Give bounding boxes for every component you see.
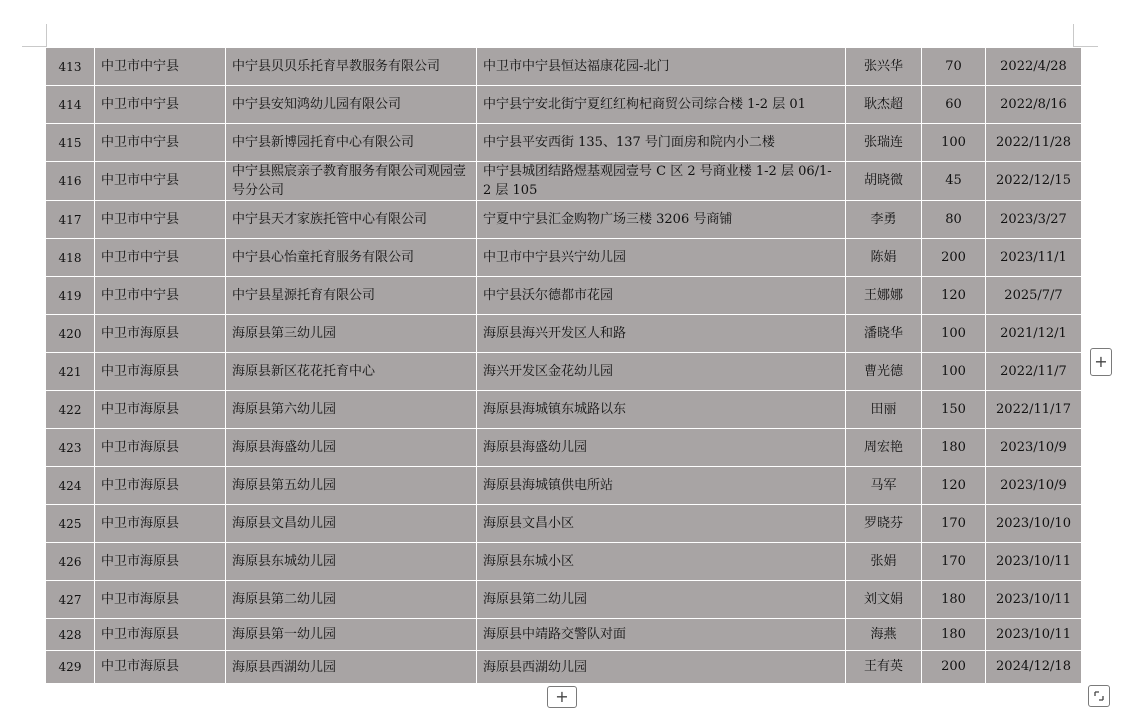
cell-address[interactable]: 海原县第二幼儿园 (477, 581, 846, 619)
table-row (46, 619, 1082, 651)
cell-person[interactable]: 刘文娟 (846, 581, 922, 619)
table-row (46, 581, 1082, 619)
cell-date[interactable]: 2022/11/7 (986, 353, 1082, 391)
cell-organization-name[interactable]: 海原县西湖幼儿园 (226, 651, 477, 684)
cell-person[interactable]: 王娜娜 (846, 277, 922, 315)
cell-date[interactable]: 2022/8/16 (986, 86, 1082, 124)
cell-county[interactable]: 中卫市中宁县 (95, 124, 226, 162)
cell-number[interactable]: 416 (46, 162, 95, 201)
cell-county[interactable]: 中卫市中宁县 (95, 162, 226, 201)
cell-county[interactable]: 中卫市海原县 (95, 619, 226, 651)
cell-county[interactable]: 中卫市海原县 (95, 467, 226, 505)
cell-date[interactable]: 2023/11/1 (986, 239, 1082, 277)
cell-date[interactable]: 2023/10/11 (986, 581, 1082, 619)
table-row (46, 543, 1082, 581)
table-row (46, 239, 1082, 277)
table-row (46, 315, 1082, 353)
cell-address[interactable]: 海原县海兴开发区人和路 (477, 315, 846, 353)
cell-person[interactable]: 耿杰超 (846, 86, 922, 124)
plus-icon: + (555, 687, 569, 706)
cell-person[interactable]: 张兴华 (846, 48, 922, 86)
cell-address[interactable]: 海原县东城小区 (477, 543, 846, 581)
cell-seats[interactable]: 70 (922, 48, 986, 86)
cell-county[interactable]: 中卫市海原县 (95, 429, 226, 467)
cell-person[interactable]: 曹光德 (846, 353, 922, 391)
cell-number[interactable]: 417 (46, 201, 95, 239)
cell-address[interactable]: 中宁县沃尔德都市花园 (477, 277, 846, 315)
cell-county[interactable]: 中卫市海原县 (95, 391, 226, 429)
cell-county[interactable]: 中卫市海原县 (95, 353, 226, 391)
table-row (46, 201, 1082, 239)
cell-organization-name[interactable]: 海原县东城幼儿园 (226, 543, 477, 581)
cell-date[interactable]: 2022/12/15 (986, 162, 1082, 201)
cell-seats[interactable]: 100 (922, 353, 986, 391)
cell-number[interactable]: 427 (46, 581, 95, 619)
cell-seats[interactable]: 170 (922, 543, 986, 581)
cell-address[interactable]: 海原县文昌小区 (477, 505, 846, 543)
cell-county[interactable]: 中卫市海原县 (95, 505, 226, 543)
cell-county[interactable]: 中卫市海原县 (95, 315, 226, 353)
cell-number[interactable]: 425 (46, 505, 95, 543)
cell-organization-name[interactable]: 海原县第一幼儿园 (226, 619, 477, 651)
crop-mark-top-right-vertical (1073, 24, 1074, 47)
cell-address[interactable]: 中卫市中宁县兴宁幼儿园 (477, 239, 846, 277)
cell-number[interactable]: 413 (46, 48, 95, 86)
cell-address[interactable]: 海原县海盛幼儿园 (477, 429, 846, 467)
cell-date[interactable]: 2022/4/28 (986, 48, 1082, 86)
cell-organization-name[interactable]: 海原县第五幼儿园 (226, 467, 477, 505)
crop-mark-top-left-vertical (46, 24, 47, 47)
cell-number[interactable]: 420 (46, 315, 95, 353)
cell-organization-name[interactable]: 海原县第三幼儿园 (226, 315, 477, 353)
cell-number[interactable]: 419 (46, 277, 95, 315)
cell-county[interactable]: 中卫市中宁县 (95, 86, 226, 124)
cell-date[interactable]: 2022/11/28 (986, 124, 1082, 162)
cell-seats[interactable]: 200 (922, 239, 986, 277)
cell-number[interactable]: 422 (46, 391, 95, 429)
table-row (46, 505, 1082, 543)
cell-person[interactable]: 潘晓华 (846, 315, 922, 353)
cell-seats[interactable]: 200 (922, 651, 986, 684)
cell-date[interactable]: 2023/3/27 (986, 201, 1082, 239)
cell-date[interactable]: 2023/10/11 (986, 543, 1082, 581)
cell-number[interactable]: 424 (46, 467, 95, 505)
cell-organization-name[interactable]: 海原县文昌幼儿园 (226, 505, 477, 543)
cell-organization-name[interactable]: 海原县第六幼儿园 (226, 391, 477, 429)
cell-seats[interactable]: 45 (922, 162, 986, 201)
cell-date[interactable]: 2025/7/7 (986, 277, 1082, 315)
cell-person[interactable]: 周宏艳 (846, 429, 922, 467)
cell-seats[interactable]: 170 (922, 505, 986, 543)
table-resize-handle[interactable] (1088, 685, 1110, 707)
cell-person[interactable]: 陈娟 (846, 239, 922, 277)
cell-person[interactable]: 李勇 (846, 201, 922, 239)
table-row (46, 277, 1082, 315)
add-column-button[interactable] (1090, 348, 1112, 376)
cell-number[interactable]: 415 (46, 124, 95, 162)
cell-address[interactable]: 中宁县宁安北街宁夏红红枸杞商贸公司综合楼 1-2 层 01 (477, 86, 846, 124)
cell-person[interactable]: 张娟 (846, 543, 922, 581)
cell-date[interactable]: 2023/10/9 (986, 429, 1082, 467)
cell-number[interactable]: 423 (46, 429, 95, 467)
table-row (46, 429, 1082, 467)
data-table (45, 47, 1082, 684)
cell-seats[interactable]: 120 (922, 277, 986, 315)
cell-seats[interactable]: 180 (922, 429, 986, 467)
table-row (46, 651, 1082, 684)
table-row (46, 467, 1082, 505)
cell-seats[interactable]: 180 (922, 619, 986, 651)
cell-person[interactable]: 海燕 (846, 619, 922, 651)
cell-organization-name[interactable]: 中宁县安知鸿幼儿园有限公司 (226, 86, 477, 124)
cell-address[interactable]: 中宁县平安西街 135、137 号门面房和院内小二楼 (477, 124, 846, 162)
cell-number[interactable]: 429 (46, 651, 95, 684)
cell-organization-name[interactable]: 中宁县心怡童托育服务有限公司 (226, 239, 477, 277)
cell-address[interactable]: 中宁县城团结路煜基观园壹号 C 区 2 号商业楼 1-2 层 06/1-2 层 105 (477, 162, 846, 201)
table-row (46, 162, 1082, 201)
cell-organization-name[interactable]: 中宁县贝贝乐托育早教服务有限公司 (226, 48, 477, 86)
cell-number[interactable]: 414 (46, 86, 95, 124)
table-row (46, 353, 1082, 391)
cell-county[interactable]: 中卫市中宁县 (95, 239, 226, 277)
cell-organization-name[interactable]: 中宁县天才家族托管中心有限公司 (226, 201, 477, 239)
cell-county[interactable]: 中卫市中宁县 (95, 277, 226, 315)
cell-person[interactable]: 胡晓微 (846, 162, 922, 201)
cell-person[interactable]: 王有英 (846, 651, 922, 684)
cell-date[interactable]: 2022/11/17 (986, 391, 1082, 429)
cell-date[interactable]: 2023/10/10 (986, 505, 1082, 543)
cell-county[interactable]: 中卫市中宁县 (95, 201, 226, 239)
cell-organization-name[interactable]: 中宁县新博园托育中心有限公司 (226, 124, 477, 162)
cell-county[interactable]: 中卫市海原县 (95, 581, 226, 619)
table-row (46, 48, 1082, 86)
cell-address[interactable]: 海原县海城镇供电所站 (477, 467, 846, 505)
cell-seats[interactable]: 100 (922, 124, 986, 162)
table-row (46, 124, 1082, 162)
cell-organization-name[interactable]: 中宁县熙宸亲子教育服务有限公司观园壹号分公司 (226, 162, 477, 201)
cell-county[interactable]: 中卫市海原县 (95, 651, 226, 684)
cell-organization-name[interactable]: 海原县新区花花托育中心 (226, 353, 477, 391)
cell-county[interactable]: 中卫市海原县 (95, 543, 226, 581)
cell-date[interactable]: 2023/10/11 (986, 619, 1082, 651)
cell-address[interactable]: 海原县西湖幼儿园 (477, 651, 846, 684)
cell-address[interactable]: 海原县海城镇东城路以东 (477, 391, 846, 429)
add-row-button[interactable] (547, 686, 577, 708)
resize-corner-icon (1093, 690, 1105, 702)
cell-address[interactable]: 宁夏中宁县汇金购物广场三楼 3206 号商铺 (477, 201, 846, 239)
crop-mark-top-left-horizontal (22, 46, 46, 47)
cell-date[interactable]: 2023/10/9 (986, 467, 1082, 505)
cell-number[interactable]: 428 (46, 619, 95, 651)
cell-person[interactable]: 田丽 (846, 391, 922, 429)
cell-seats[interactable]: 180 (922, 581, 986, 619)
cell-address[interactable]: 海原县中靖路交警队对面 (477, 619, 846, 651)
table-row (46, 86, 1082, 124)
plus-icon: + (1094, 352, 1108, 371)
cell-person[interactable]: 张瑞连 (846, 124, 922, 162)
cell-date[interactable]: 2024/12/18 (986, 651, 1082, 684)
table-row (46, 391, 1082, 429)
cell-number[interactable]: 418 (46, 239, 95, 277)
cell-organization-name[interactable]: 海原县海盛幼儿园 (226, 429, 477, 467)
cell-person[interactable]: 罗晓芬 (846, 505, 922, 543)
cell-seats[interactable]: 120 (922, 467, 986, 505)
cell-address[interactable]: 中卫市中宁县恒达福康花园-北门 (477, 48, 846, 86)
cell-county[interactable]: 中卫市中宁县 (95, 48, 226, 86)
cell-person[interactable]: 马军 (846, 467, 922, 505)
cell-seats[interactable]: 60 (922, 86, 986, 124)
cell-seats[interactable]: 80 (922, 201, 986, 239)
cell-address[interactable]: 海兴开发区金花幼儿园 (477, 353, 846, 391)
cell-seats[interactable]: 150 (922, 391, 986, 429)
table-body (46, 48, 1082, 684)
cell-organization-name[interactable]: 中宁县星源托育有限公司 (226, 277, 477, 315)
cell-date[interactable]: 2021/12/1 (986, 315, 1082, 353)
cell-organization-name[interactable]: 海原县第二幼儿园 (226, 581, 477, 619)
cell-seats[interactable]: 100 (922, 315, 986, 353)
cell-number[interactable]: 426 (46, 543, 95, 581)
cell-number[interactable]: 421 (46, 353, 95, 391)
